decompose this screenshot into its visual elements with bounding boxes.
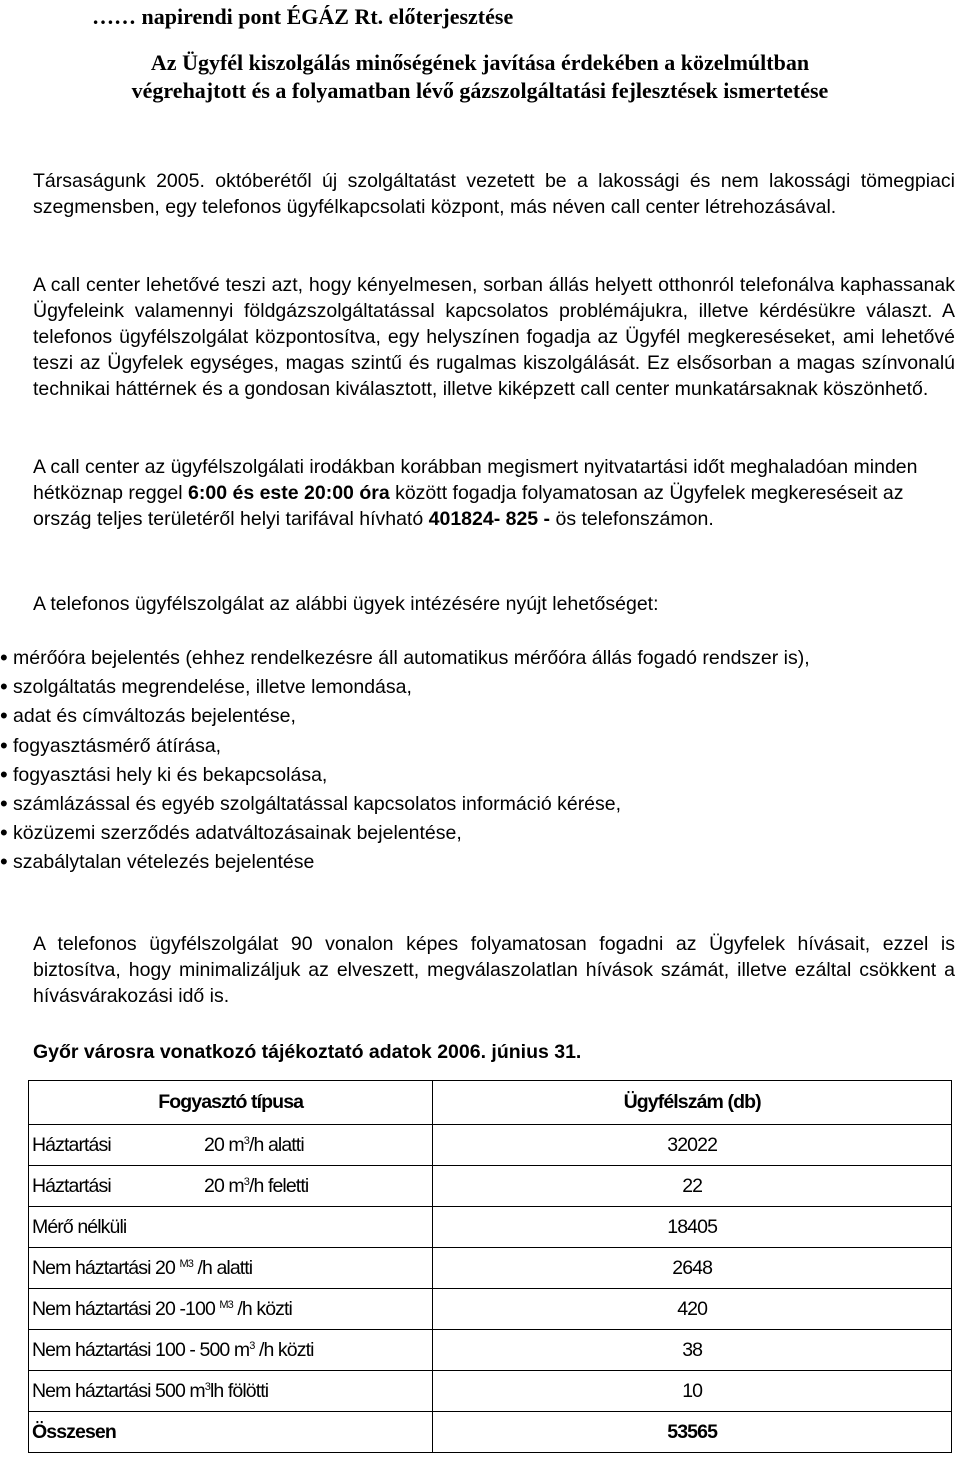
superscript: 3 [243,1175,249,1188]
consumer-type-detail: 20 m [204,1174,244,1197]
superscript: M3 [219,1298,233,1311]
services-list [3,645,953,879]
p3-text-a: A call center az ügyfélszolgálati irodákban korábban megismert nyitvatartási időt meghaladóan minden hétköznap reggel [33,456,918,504]
consumer-type-tail: /h közti [232,1297,292,1320]
list-item: • fogyasztási hely ki és bekapcsolása, [3,762,953,789]
table-title: Győr városra vonatkozó tájékoztató adatok 2006. június 31. [33,1041,582,1063]
list-item: • adat és címváltozás bejelentése, [3,703,953,730]
consumer-type-cell [29,1166,433,1207]
consumer-type-name: Nem háztartási 500 m [32,1379,205,1402]
consumer-type-cell [29,1248,433,1289]
customer-count-cell: 2648 [433,1248,952,1289]
opening-hours-paragraph [33,454,955,532]
customer-count-table [28,1080,952,1453]
list-item: • szabálytalan vételezés bejelentése [3,849,953,876]
consumer-type-name: Nem háztartási 100 - 500 m [32,1338,250,1361]
table-row [29,1166,952,1207]
consumer-type-cell [29,1330,433,1371]
table-total-row [29,1412,952,1453]
consumer-type-detail2: /h alatti [248,1133,304,1156]
list-item: • közüzemi szerződés adatváltozásainak bejelentése, [3,820,953,847]
superscript: M3 [179,1257,193,1270]
customer-count-cell: 32022 [433,1125,952,1166]
consumer-type-cell [29,1371,433,1412]
superscript: 3 [243,1134,249,1147]
table-row [29,1330,952,1371]
phone-number: 401824- 825 - [428,508,551,530]
column-header-consumer-type: Fogyasztó típusa [29,1081,433,1125]
table-row [29,1125,952,1166]
superscript: 3 [204,1380,210,1393]
consumer-type-tail: lh fölötti [209,1379,269,1402]
table-row [29,1248,952,1289]
services-intro: A telefonos ügyfélszolgálat az alábbi ügyek intézésére nyújt lehetőséget: [33,593,659,615]
consumer-type-tail: /h alatti [192,1256,253,1279]
call-center-paragraph: A call center lehetővé teszi azt, hogy kényelmesen, sorban állás helyett otthonról telefonálva kaphassanak Ügyfeleink valamennyi földgázszolgáltatással kapcsolatos problémájukra, illetve kérdésükre választ. A telefonos ügyfélszolgálat központosítva, egy helyszínen fogadja az Ügyfél megkereséseket, ami lehetővé teszi az Ügyfelek egységes, magas szintű és rugalmas kiszolgálását. Ez elsősorban a magas színvonalú technikai háttérnek és a gondosan kiválasztott, illetve kiképzett call center munkatársaknak köszönhető. [33,274,955,400]
list-item: • fogyasztásmérő átírása, [3,733,953,760]
column-header-customer-count: Ügyfélszám (db) [433,1081,952,1125]
list-item: • mérőóra bejelentés (ehhez rendelkezésre áll automatikus mérőóra állás fogadó rendszer is), [3,645,953,672]
table-header-row [29,1081,952,1125]
table-row [29,1207,952,1248]
consumer-type-cell: Mérő nélküli [29,1207,433,1248]
total-label: Összesen [29,1412,433,1453]
customer-count-cell: 10 [433,1371,952,1412]
consumer-type-cell [29,1289,433,1330]
superscript: 3 [249,1339,255,1352]
consumer-type-detail2: /h feletti [248,1174,309,1197]
customer-count-cell: 420 [433,1289,952,1330]
lines-capacity-paragraph: A telefonos ügyfélszolgálat 90 vonalon képes folyamatosan fogadni az Ügyfelek hívásait, ezzel is biztosítva, hogy minimalizáljuk az elveszett, megválaszolatlan hívások számát, illetve ezáltal csökkent a hívásvárakozási idő is. [33,933,955,1007]
customer-count-cell: 38 [433,1330,952,1371]
consumer-type-detail: 20 m [204,1133,244,1156]
document-title-line1: Az Ügyfél kiszolgálás minőségének javítása érdekében a közelmúltban [150,50,810,75]
document-title-line2: végrehajtott és a folyamatban lévő gázszolgáltatási fejlesztések ismertetése [131,78,829,103]
customer-count-cell: 18405 [433,1207,952,1248]
intro-paragraph: Társaságunk 2005. októberétől új szolgáltatást vezetett be a lakossági és nem lakossági tömegpiaci szegmensben, egy telefonos ügyfélkapcsolati központ, más néven call center létrehozásával. [33,170,955,218]
list-item: • számlázással és egyéb szolgáltatással kapcsolatos információ kérése, [3,791,953,818]
table-row [29,1371,952,1412]
consumer-type-name: Háztartási [32,1174,111,1197]
list-item: • szolgáltatás megrendelése, illetve lemondása, [3,674,953,701]
consumer-type-name: Nem háztartási 20 [32,1256,180,1279]
agenda-header: …… napirendi pont ÉGÁZ Rt. előterjesztése [92,4,514,29]
consumer-type-tail: /h közti [254,1338,314,1361]
opening-hours: 6:00 és este 20:00 óra [188,482,390,504]
p3-text-c: között fogadja folyamatosan az Ügyfelek megkereséseit az ország teljes területéről helyi tarifával hívható [33,482,904,530]
total-value: 53565 [433,1412,952,1453]
customer-count-cell: 22 [433,1166,952,1207]
consumer-type-cell [29,1125,433,1166]
table-row [29,1289,952,1330]
consumer-type-name: Nem háztartási 20 -100 [32,1297,220,1320]
p3-text-e: ös telefonszámon. [550,508,714,530]
consumer-type-name: Háztartási [32,1133,111,1156]
